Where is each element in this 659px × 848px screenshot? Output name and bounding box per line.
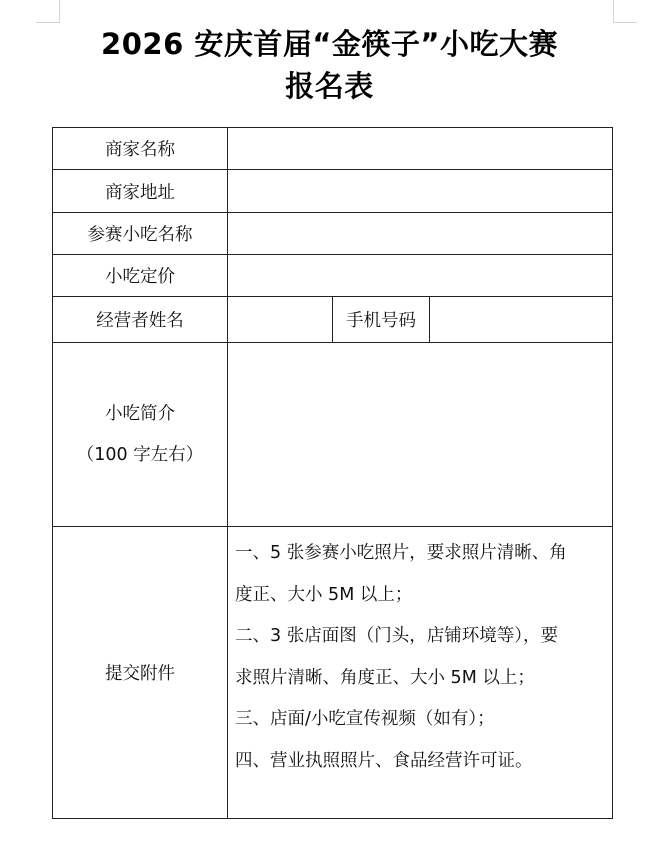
registration-form-table xyxy=(52,127,613,819)
snack-name-label: 参赛小吃名称 xyxy=(53,213,228,255)
attachment-requirement-1: 一、5 张参赛小吃照片，要求照片清晰、角 xyxy=(235,543,567,563)
form-row-snack-name xyxy=(53,213,613,255)
snack-name-field[interactable] xyxy=(228,213,613,255)
attachment-requirement-2-cont: 求照片清晰、角度正、大小 5M 以上； xyxy=(235,667,535,688)
merchant-name-label: 商家名称 xyxy=(53,128,228,170)
form-row-operator xyxy=(53,297,613,343)
document-subtitle: 报名表 xyxy=(285,69,374,103)
attachment-requirement-4: 四、营业执照照片、食品经营许可证。 xyxy=(235,750,533,771)
attachment-requirement-1-cont: 度正、大小 5M 以上； xyxy=(235,584,413,605)
document-title: 2026 安庆首届“金筷子”小吃大赛 xyxy=(101,27,558,61)
operator-name-field[interactable] xyxy=(228,297,333,343)
phone-number-label: 手机号码 xyxy=(333,297,430,343)
operator-name-label: 经营者姓名 xyxy=(53,297,228,343)
snack-intro-label: 小吃简介 xyxy=(105,403,175,424)
snack-price-label: 小吃定价 xyxy=(53,255,228,297)
form-row-snack-price xyxy=(53,255,613,297)
snack-intro-label-cell xyxy=(53,343,228,527)
form-row-merchant-address xyxy=(53,170,613,213)
snack-intro-field[interactable] xyxy=(228,343,613,527)
attachment-requirement-2: 二、3 张店面图（门头，店铺环境等），要 xyxy=(235,626,558,646)
form-row-attachments xyxy=(53,527,613,819)
merchant-name-field[interactable] xyxy=(228,128,613,170)
attachment-requirement-3: 三、店面/小吃宣传视频（如有）； xyxy=(235,709,495,729)
merchant-address-label: 商家地址 xyxy=(53,170,228,213)
attachments-label: 提交附件 xyxy=(53,527,228,819)
form-row-snack-intro xyxy=(53,343,613,527)
form-row-merchant-name xyxy=(53,128,613,170)
phone-number-field[interactable] xyxy=(430,297,613,343)
attachments-requirements xyxy=(228,527,613,819)
page-corner-mark-left xyxy=(36,0,60,23)
snack-price-field[interactable] xyxy=(228,255,613,297)
snack-intro-sublabel: （100 字左右） xyxy=(76,444,204,465)
page-corner-mark-right xyxy=(613,0,637,23)
merchant-address-field[interactable] xyxy=(228,170,613,213)
